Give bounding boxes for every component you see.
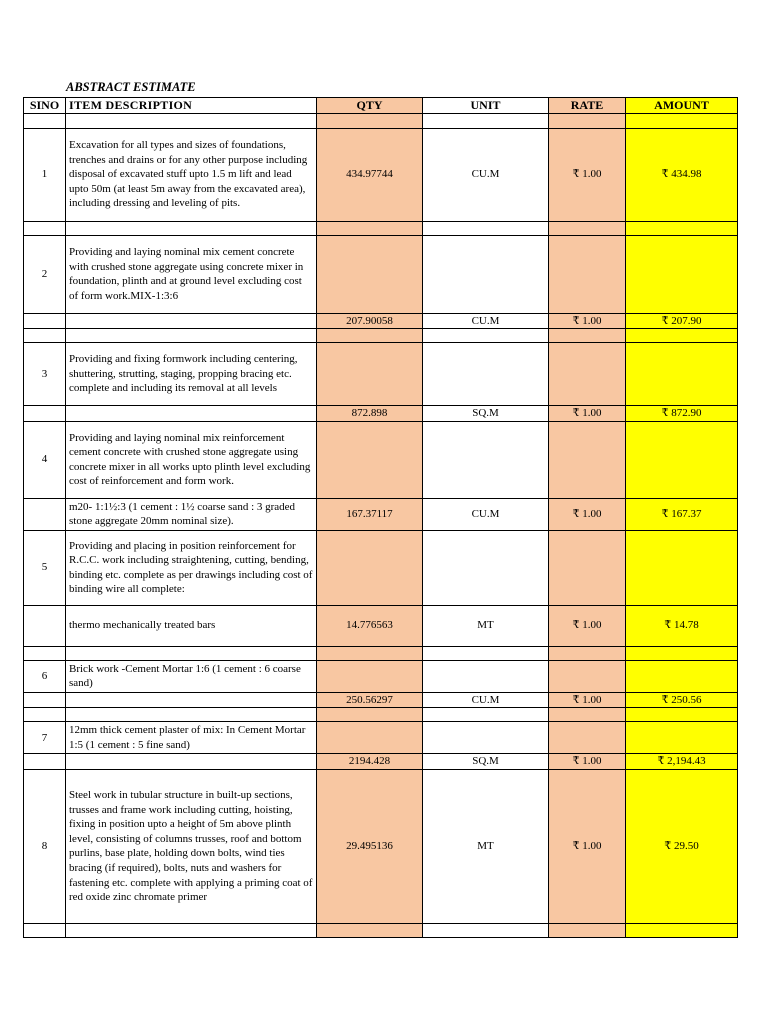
description-cell[interactable]: 12mm thick cement plaster of mix: In Cement Mortar 1:5 (1 cement : 5 fine sand) [66, 722, 317, 754]
header-item-description[interactable]: ITEM DESCRIPTION [66, 98, 317, 114]
spacer-row [24, 113, 738, 128]
cell[interactable] [24, 113, 66, 128]
amount-cell[interactable]: ₹ 29.50 [626, 769, 738, 923]
description-sub-cell[interactable]: m20- 1:1½:3 (1 cement : 1½ coarse sand : 3 graded stone aggregate 20mm nominal size). [66, 498, 317, 530]
cell[interactable] [549, 343, 626, 406]
rate-cell[interactable]: ₹ 1.00 [549, 605, 626, 646]
qty-cell[interactable]: 872.898 [317, 406, 423, 422]
cell[interactable] [549, 235, 626, 313]
cell[interactable] [549, 113, 626, 128]
unit-cell[interactable]: CU.M [423, 692, 549, 708]
cell[interactable] [423, 646, 549, 660]
cell[interactable] [626, 923, 738, 937]
cell[interactable] [549, 421, 626, 498]
rate-cell[interactable]: ₹ 1.00 [549, 754, 626, 770]
sheet-title: ABSTRACT ESTIMATE [66, 80, 196, 94]
unit-cell[interactable]: CU.M [423, 128, 549, 221]
cell[interactable] [626, 329, 738, 343]
cell[interactable] [626, 530, 738, 605]
amount-cell[interactable]: ₹ 872.90 [626, 406, 738, 422]
qty-cell[interactable]: 29.495136 [317, 769, 423, 923]
table-row [24, 660, 738, 692]
cell[interactable] [317, 113, 423, 128]
cell[interactable] [626, 235, 738, 313]
unit-cell[interactable]: SQ.M [423, 406, 549, 422]
header-rate[interactable]: RATE [549, 98, 626, 114]
cell[interactable] [423, 329, 549, 343]
cell[interactable] [626, 221, 738, 235]
cell[interactable] [549, 530, 626, 605]
cell[interactable] [317, 329, 423, 343]
qty-cell[interactable]: 14.776563 [317, 605, 423, 646]
cell[interactable] [549, 221, 626, 235]
spacer-row [24, 221, 738, 235]
cell[interactable] [423, 221, 549, 235]
cell[interactable] [317, 530, 423, 605]
sino-cell[interactable]: 6 [24, 660, 66, 692]
amount-cell[interactable]: ₹ 250.56 [626, 692, 738, 708]
cell[interactable] [24, 708, 66, 722]
cell[interactable] [317, 646, 423, 660]
description-cell[interactable]: Steel work in tubular structure in built-up sections, trusses and frame work including cutting, hoisting, fixing in position upto a height of 5m above plinth level, consisting of columns trusses, roof and bottom purlins, base plate, holding down bolts, wind ties bracing (if required), bolts, nuts and washers for fastening etc. complete with applying a priming coat of red oxide zinc chromate primer [66, 769, 317, 923]
cell[interactable] [66, 692, 317, 708]
table-row [24, 722, 738, 754]
spacer-row [24, 708, 738, 722]
table-row [24, 128, 738, 221]
amount-cell[interactable]: ₹ 207.90 [626, 313, 738, 329]
cell[interactable] [626, 421, 738, 498]
cell[interactable] [626, 113, 738, 128]
cell[interactable] [24, 923, 66, 937]
table-row [24, 530, 738, 605]
amount-cell[interactable]: ₹ 2,194.43 [626, 754, 738, 770]
qty-cell[interactable]: 250.56297 [317, 692, 423, 708]
header-qty[interactable]: QTY [317, 98, 423, 114]
qty-cell[interactable]: 434.97744 [317, 128, 423, 221]
rate-cell[interactable]: ₹ 1.00 [549, 769, 626, 923]
cell[interactable] [549, 329, 626, 343]
cell[interactable] [24, 498, 66, 530]
description-cell[interactable]: Brick work -Cement Mortar 1:6 (1 cement : 6 coarse sand) [66, 660, 317, 692]
sino-cell[interactable]: 1 [24, 128, 66, 221]
cell[interactable] [66, 646, 317, 660]
sino-cell[interactable]: 2 [24, 235, 66, 313]
cell[interactable] [423, 530, 549, 605]
cell[interactable] [626, 646, 738, 660]
cell[interactable] [24, 313, 66, 329]
cell[interactable] [66, 406, 317, 422]
table-row [24, 754, 738, 770]
unit-cell[interactable]: CU.M [423, 313, 549, 329]
rate-cell[interactable]: ₹ 1.00 [549, 692, 626, 708]
spacer-row [24, 923, 738, 937]
qty-cell[interactable]: 2194.428 [317, 754, 423, 770]
description-sub-cell[interactable]: thermo mechanically treated bars [66, 605, 317, 646]
qty-cell[interactable]: 207.90058 [317, 313, 423, 329]
sino-cell[interactable]: 3 [24, 343, 66, 406]
cell[interactable] [423, 660, 549, 692]
description-cell[interactable]: Providing and laying nominal mix reinforcement cement concrete with crushed stone aggregate using concrete mixer in all works upto plinth level excluding cost of reinforcement and form work. [66, 421, 317, 498]
rate-cell[interactable]: ₹ 1.00 [549, 313, 626, 329]
rate-cell[interactable]: ₹ 1.00 [549, 498, 626, 530]
cell[interactable] [626, 722, 738, 754]
unit-cell[interactable]: CU.M [423, 498, 549, 530]
cell[interactable] [66, 221, 317, 235]
cell[interactable] [24, 754, 66, 770]
unit-cell[interactable]: MT [423, 605, 549, 646]
table-row [24, 235, 738, 313]
amount-cell[interactable]: ₹ 434.98 [626, 128, 738, 221]
description-cell[interactable]: Excavation for all types and sizes of foundations, trenches and drains or for any other purpose including disposal of excavated stuff upto 1.5 m lift and lead upto 50m (at least 5m away from the excavated area), including dressing and leveling of pits. [66, 128, 317, 221]
spacer-row [24, 329, 738, 343]
cell[interactable] [66, 113, 317, 128]
unit-cell[interactable]: MT [423, 769, 549, 923]
table-row [24, 406, 738, 422]
table-row [24, 769, 738, 923]
table-row [24, 313, 738, 329]
sino-cell[interactable]: 7 [24, 722, 66, 754]
cell[interactable] [66, 329, 317, 343]
cell[interactable] [549, 722, 626, 754]
cell[interactable] [423, 722, 549, 754]
table-row [24, 421, 738, 498]
table-row [24, 343, 738, 406]
cell[interactable] [626, 343, 738, 406]
cell[interactable] [423, 343, 549, 406]
table-row [24, 605, 738, 646]
spacer-row [24, 646, 738, 660]
cell[interactable] [24, 221, 66, 235]
qty-cell[interactable]: 167.37117 [317, 498, 423, 530]
cell[interactable] [66, 708, 317, 722]
description-cell[interactable]: Providing and fixing formwork including centering, shuttering, strutting, staging, propping bracing etc. complete and including its removal at all levels [66, 343, 317, 406]
cell[interactable] [423, 113, 549, 128]
rate-cell[interactable]: ₹ 1.00 [549, 128, 626, 221]
cell[interactable] [317, 343, 423, 406]
rate-cell[interactable]: ₹ 1.00 [549, 406, 626, 422]
cell[interactable] [24, 329, 66, 343]
table-row [24, 498, 738, 530]
cell[interactable] [317, 221, 423, 235]
cell[interactable] [317, 708, 423, 722]
header-sino[interactable]: SINO [24, 98, 66, 114]
header-row [24, 98, 738, 114]
cell[interactable] [317, 235, 423, 313]
header-unit[interactable]: UNIT [423, 98, 549, 114]
cell[interactable] [423, 923, 549, 937]
cell[interactable] [66, 754, 317, 770]
cell[interactable] [24, 692, 66, 708]
cell[interactable] [423, 421, 549, 498]
amount-cell[interactable]: ₹ 14.78 [626, 605, 738, 646]
cell[interactable] [24, 605, 66, 646]
cell[interactable] [317, 421, 423, 498]
cell[interactable] [24, 646, 66, 660]
cell[interactable] [66, 313, 317, 329]
cell[interactable] [549, 660, 626, 692]
header-amount[interactable]: AMOUNT [626, 98, 738, 114]
sino-cell[interactable]: 5 [24, 530, 66, 605]
cell[interactable] [423, 708, 549, 722]
amount-cell[interactable]: ₹ 167.37 [626, 498, 738, 530]
sino-cell[interactable]: 4 [24, 421, 66, 498]
estimate-table [23, 97, 738, 938]
cell[interactable] [317, 660, 423, 692]
description-cell[interactable]: Providing and laying nominal mix cement concrete with crushed stone aggregate using concrete mixer in foundation, plinth and at ground level excluding cost of form work.MIX-1:3:6 [66, 235, 317, 313]
cell[interactable] [626, 708, 738, 722]
cell[interactable] [317, 722, 423, 754]
cell[interactable] [549, 708, 626, 722]
description-cell[interactable]: Providing and placing in position reinforcement for R.C.C. work including straightening, cutting, bending, binding etc. complete as per drawings including cost of binding wire all complete: [66, 530, 317, 605]
cell[interactable] [549, 646, 626, 660]
sino-cell[interactable]: 8 [24, 769, 66, 923]
cell[interactable] [66, 923, 317, 937]
table-row [24, 692, 738, 708]
cell[interactable] [626, 660, 738, 692]
unit-cell[interactable]: SQ.M [423, 754, 549, 770]
cell[interactable] [24, 406, 66, 422]
cell[interactable] [317, 923, 423, 937]
cell[interactable] [423, 235, 549, 313]
cell[interactable] [549, 923, 626, 937]
